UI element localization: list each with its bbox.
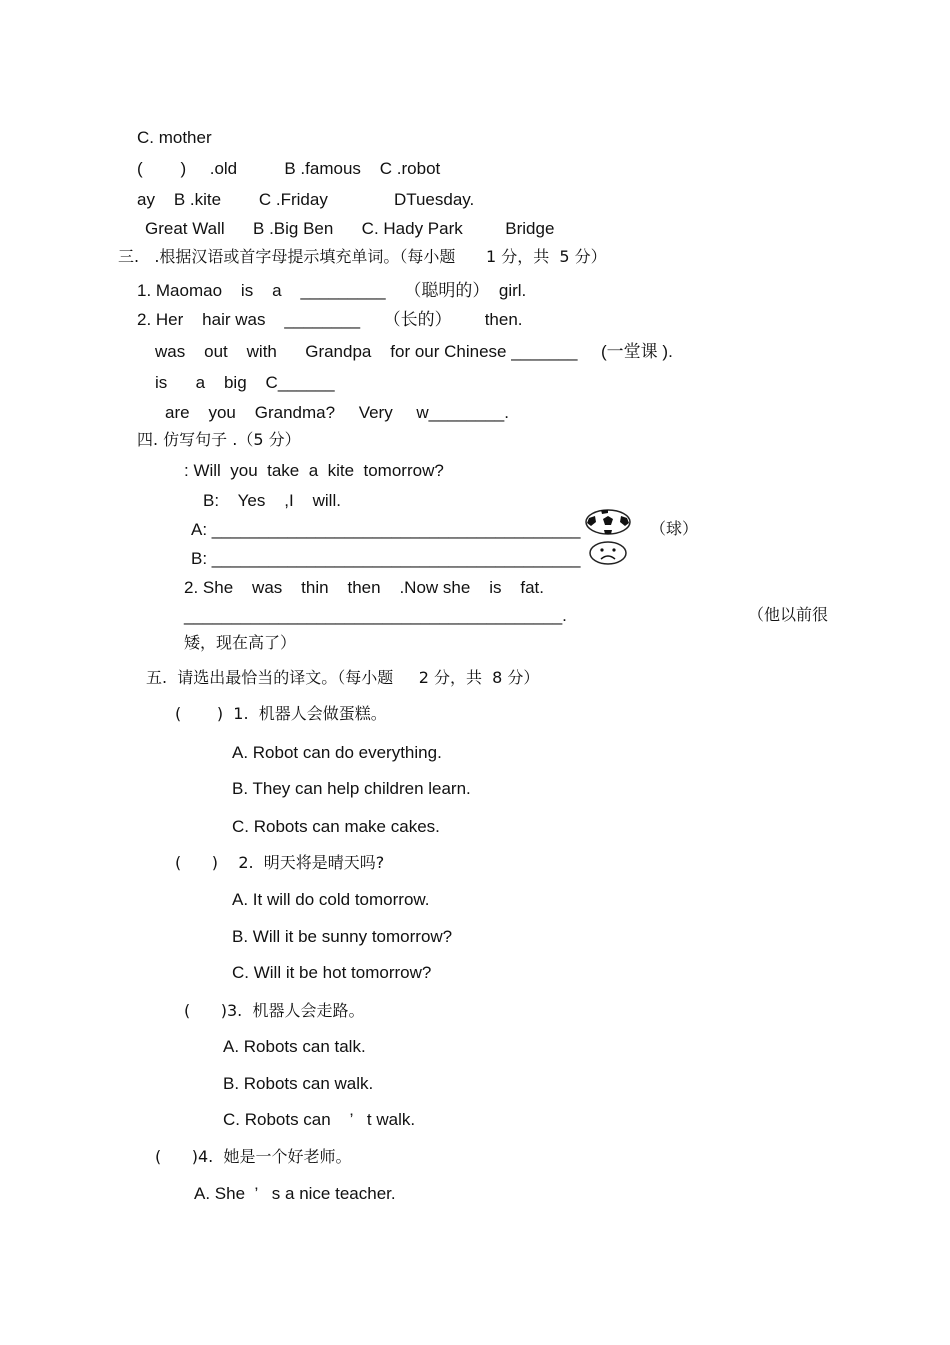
- section-3-title: 三. .根据汉语或首字母提示填充单词。（每小题 1 分，共 5 分）: [118, 247, 607, 266]
- section-5-question-2: ( ) 2. 明天将是晴天吗?: [175, 853, 385, 872]
- section-4-question-2-answer-line: ________________________________________.: [184, 606, 567, 625]
- section-5-q1-option-a: A. Robot can do everything.: [232, 743, 442, 762]
- section-3-question-5: are you Grandma? Very w________.: [165, 403, 509, 422]
- section-4-question-2-hint: （他以前很: [748, 605, 829, 624]
- section-4-example-answer: B: Yes ,I will.: [203, 491, 341, 510]
- section-4-question-2-hint-continued: 矮，现在高了）: [184, 633, 297, 652]
- section-5-q2-option-b: B. Will it be sunny tomorrow?: [232, 927, 453, 946]
- section-5-q3-option-b: B. Robots can walk.: [223, 1074, 374, 1093]
- section-5-q4-option-a: A. She ’ s a nice teacher.: [194, 1184, 396, 1203]
- section-4-answer-line-b: B: _______________________________________: [191, 549, 581, 568]
- section-4-question-2: 2. She was thin then .Now she is fat.: [184, 578, 544, 597]
- section-5-q1-option-c: C. Robots can make cakes.: [232, 817, 440, 836]
- section-5-q3-option-c: C. Robots can ’ t walk.: [223, 1110, 416, 1129]
- soccer-ball-icon: [584, 508, 632, 536]
- section-4-answer-line-a: A: _______________________________________: [191, 520, 581, 539]
- section-5-question-4: ( )4. 她是一个好老师。: [155, 1147, 352, 1166]
- section-5-title: 五. 请选出最恰当的译文。（每小题 2 分，共 8 分）: [146, 668, 540, 687]
- question-adjective-options: ( ) .old B .famous C .robot: [137, 159, 441, 178]
- question-landmark-options: Great Wall B .Big Ben C. Hady Park Bridge: [145, 219, 555, 238]
- sad-face-icon: [588, 540, 628, 566]
- question-day-options: ay B .kite C .Friday DTuesday.: [137, 190, 475, 209]
- section-5-q2-option-a: A. It will do cold tomorrow.: [232, 890, 430, 909]
- ball-hint: （球）: [650, 519, 699, 538]
- section-4-title: 四. 仿写句子 .（5 分）: [137, 430, 301, 449]
- section-5-q3-option-a: A. Robots can talk.: [223, 1037, 366, 1056]
- section-5-q2-option-c: C. Will it be hot tomorrow?: [232, 963, 432, 982]
- section-3-question-4: is a big C______: [155, 373, 335, 392]
- section-3-question-3: was out with Grandpa for our Chinese _______ (一堂课 ).: [155, 342, 673, 361]
- section-5-q1-option-b: B. They can help children learn.: [232, 779, 471, 798]
- option-c-mother: C. mother: [137, 128, 212, 147]
- section-3-question-2: 2. Her hair was ________ （长的） then.: [137, 310, 523, 329]
- section-3-question-1: 1. Maomao is a _________ （聪明的） girl.: [137, 281, 527, 300]
- section-4-example-question: : Will you take a kite tomorrow?: [184, 461, 444, 480]
- section-5-question-1: ( ) 1. 机器人会做蛋糕。: [175, 704, 387, 723]
- section-5-question-3: ( )3. 机器人会走路。: [184, 1001, 365, 1020]
